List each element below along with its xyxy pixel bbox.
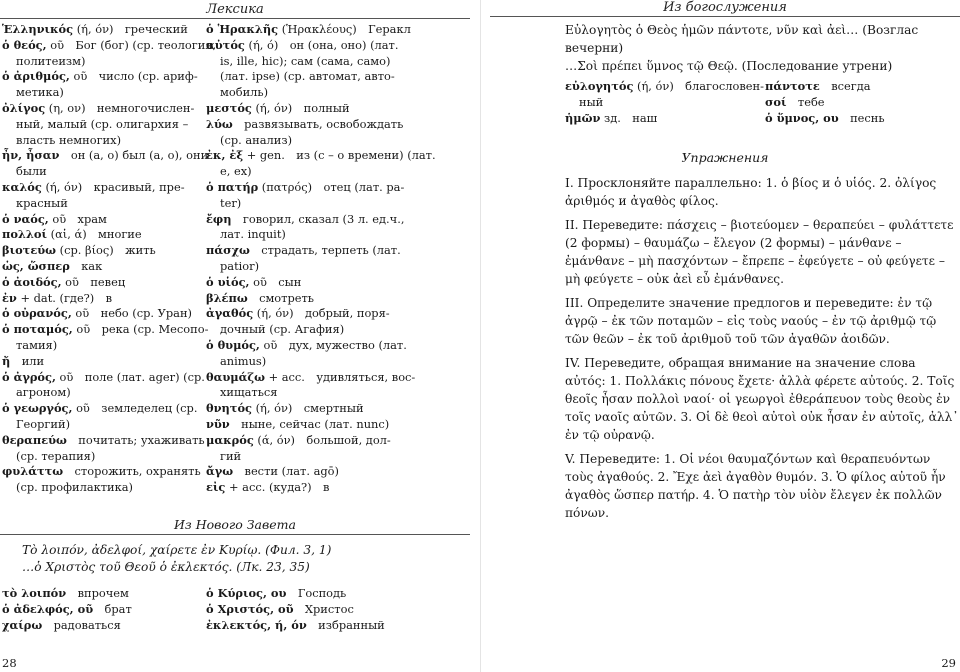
- entry-gloss: в: [311, 480, 330, 495]
- entry-grammar: + acc.: [264, 369, 305, 384]
- left-page: [0, 0, 470, 672]
- lexicon-entry: [206, 22, 470, 38]
- lexicon-entry: [765, 111, 960, 127]
- entry-gloss: или: [10, 353, 45, 368]
- entry-continuation: [206, 385, 470, 401]
- entry-gloss: из (с – о времени) (лат.: [284, 148, 436, 163]
- entry-continuation: [2, 196, 202, 212]
- entry-continuation: [206, 164, 470, 180]
- exercises-header: Упражнения: [681, 150, 769, 165]
- lexicon-entry: [2, 180, 202, 196]
- entry-headword: ἤ: [2, 353, 11, 368]
- entry-grammar: (ά, όν): [253, 432, 295, 447]
- entry-gloss: благословен-: [673, 79, 764, 93]
- page-number-left: 28: [2, 656, 17, 670]
- entry-grammar: (ή, ό): [244, 37, 279, 52]
- entry-headword: νῦν: [206, 416, 230, 431]
- entry-continuation-text: были: [16, 164, 47, 179]
- entry-continuation-text: агроном): [16, 385, 71, 400]
- entry-headword: πολλοί: [2, 227, 48, 242]
- lexicon-entry: [2, 322, 209, 338]
- entry-gloss: Христос: [293, 601, 354, 616]
- entry-headword: ἀγαθός: [206, 306, 254, 321]
- entry-headword: ὁ ναός,: [2, 211, 49, 226]
- entry-gloss: почитать; ухаживать: [66, 432, 205, 447]
- lexicon-entry: [2, 212, 202, 228]
- entry-grammar: + gen.: [243, 148, 285, 163]
- entry-continuation: [2, 449, 202, 465]
- entry-grammar: οῦ: [72, 401, 90, 416]
- entry-headword: ὁ Ἡρακλῆς: [206, 22, 279, 36]
- entry-continuation-text: ter): [220, 195, 242, 210]
- entry-grammar: (αἱ, ά): [47, 227, 87, 242]
- lexicon-entry: [206, 618, 470, 634]
- entry-continuation: [2, 385, 202, 401]
- entry-grammar: (ή, όν): [253, 306, 294, 321]
- entry-headword: εὐλογητός: [565, 79, 634, 93]
- entry-gloss: многие: [86, 227, 142, 242]
- lexicon-entry: [765, 95, 960, 111]
- entry-continuation-text: Георгий): [16, 416, 71, 431]
- entry-grammar: οῦ: [61, 274, 79, 289]
- lexicon-entry: [565, 79, 765, 95]
- entry-gloss: в: [94, 290, 113, 305]
- entry-gloss: земледелец (ср.: [89, 401, 198, 416]
- entry-gloss: говорил, сказал (3 л. ед.ч.,: [231, 211, 405, 226]
- entry-gloss: всегда: [819, 79, 871, 93]
- entry-continuation: [2, 85, 202, 101]
- entry-continuation: [206, 54, 470, 70]
- lexicon-entry: [2, 101, 202, 117]
- entry-headword: ἐκ, ἐξ: [206, 148, 244, 163]
- entry-gloss: сын: [266, 274, 302, 289]
- lexicon-header: Лексика: [206, 2, 264, 17]
- entry-grammar: зд.: [600, 110, 621, 125]
- entry-grammar: (η, ον): [45, 100, 86, 115]
- entry-gloss: небо (ср. Уран): [89, 306, 192, 321]
- lexicon-entry: [2, 432, 205, 449]
- lexicon-entry: [206, 464, 470, 480]
- lexicon-entry: [2, 602, 202, 618]
- entry-headword: χαίρω: [2, 617, 43, 632]
- exercise-item: IV. Переведите, обращая внимание на значение слова αὐτός: 1. Πολλάκις πόνους ἔχετε· ἀλλὰ φέρετε αὐτούς. 2. Τοῖς θεοῖς ἦσαν πολλοὶ ναοί· οἱ γεωργοὶ ἐθεράπευον τοὺς θεοὺς ἐν τοῖς ναοῖς αὐτῶν. 3. Οἱ δὲ θεοὶ αὐτοὶ οὐκ ἦσαν ἐν αὐτοῖς, ἀλλ᾽ ἐν τῷ οὐρανῷ.: [565, 356, 959, 442]
- entry-continuation-text: (ср. профилактика): [16, 480, 133, 495]
- entry-gloss: дух, мужество (лат.: [277, 337, 407, 352]
- lexicon-entry: [2, 37, 217, 54]
- lexicon-entry: [2, 227, 202, 243]
- entry-gloss: поле (лат. ager) (ср.: [73, 369, 205, 384]
- entry-continuation-text: (лат. ipse) (ср. автомат, авто-: [220, 69, 395, 84]
- entry-headword: βλέπω: [206, 290, 248, 305]
- entry-gloss: тебе: [786, 94, 825, 109]
- entry-continuation: [206, 322, 470, 338]
- lexicon-entry: [206, 586, 470, 602]
- entry-continuation: [2, 480, 202, 496]
- entry-continuation-text: мобиль): [220, 85, 269, 100]
- entry-continuation-text: ный: [579, 94, 604, 109]
- entry-headword: πάσχω: [206, 243, 250, 258]
- entry-grammar: + dat. (где?): [16, 290, 95, 305]
- entry-gloss: жить: [113, 243, 156, 258]
- nt-quote-1: Τὸ λοιπόν, ἀδελφοί, χαίρετε ἐν Κυρίῳ. (Фил. 3, 1): [22, 543, 332, 557]
- entry-gloss: он (а, о) был (а, о), они: [59, 148, 209, 163]
- entry-continuation-text: метика): [16, 85, 64, 100]
- lexicon-entry: [2, 369, 205, 386]
- nt-rule: [0, 534, 470, 535]
- entry-grammar: (ή, όν): [251, 100, 293, 115]
- entry-continuation-text: хищаться: [220, 385, 278, 400]
- lexicon-entry: [206, 306, 470, 322]
- entry-continuation-text: лат. inquit): [220, 227, 286, 242]
- entry-gloss: страдать, терпеть (лат.: [249, 243, 401, 258]
- entry-headword: τὸ λοιπόν: [2, 586, 67, 600]
- entry-grammar: οῦ: [55, 369, 74, 384]
- entry-grammar: (ή, όν): [41, 179, 83, 194]
- entry-gloss: смотреть: [247, 290, 314, 305]
- entry-headword: ὡς, ὥσπερ: [2, 258, 70, 273]
- liturgy-vocab-a: [565, 79, 765, 126]
- entry-headword: ἄγω: [206, 464, 234, 479]
- entry-gloss: Господь: [286, 586, 347, 600]
- page-number-right: 29: [941, 656, 956, 670]
- entry-continuation-text: (ср. терапия): [16, 448, 96, 463]
- entry-grammar: οῦ: [71, 306, 90, 321]
- entry-grammar: (ή, όν): [251, 401, 293, 416]
- entry-gloss: красивый, пре-: [82, 179, 185, 194]
- entry-continuation-text: is, ille, hic); сам (сама, само): [220, 53, 391, 68]
- right-page: [490, 0, 960, 672]
- entry-continuation: [206, 354, 470, 370]
- nt-vocab-a: [2, 586, 202, 633]
- entry-gloss: вести (лат. agō): [233, 464, 339, 479]
- entry-headword: ὁ ἀγρός,: [2, 369, 56, 384]
- liturgy-quote-1: Εὐλογητὸς ὁ Θεὸς ἡμῶν πάντοτε, νῦν καὶ ἀεὶ… (Возглас вечерни): [565, 23, 919, 55]
- entry-headword: εἰς: [206, 480, 226, 495]
- entry-headword: πάντοτε: [765, 79, 820, 93]
- entry-gloss: число (ср. ариф-: [87, 69, 198, 84]
- entry-grammar: (ή, όν): [633, 79, 674, 93]
- entry-headword: θεραπεύω: [2, 432, 67, 447]
- lexicon-entry: [2, 401, 202, 417]
- lexicon-entry: [206, 338, 470, 354]
- exercise-item: II. Переведите: πάσχεις – βιοτεύομεν – θεραπεύει – φυλάττετε (2 формы) – θαυμάζω – ἔλεγον (2 формы) – μάνθανε – ἐμάνθανε – μὴ πασχόντων – ἔπρεπε – ἐφεύγετε – οὐ φεύγετε – μὴ φεύγετε – οὐκ ἀεὶ εὖ ἐμάνθανες.: [565, 218, 954, 286]
- entry-headword: ὁ ἀριθμός,: [2, 69, 70, 84]
- entry-continuation: [206, 85, 470, 101]
- entry-gloss: немногочислен-: [85, 100, 195, 115]
- entry-headword: μεστός: [206, 100, 252, 115]
- lexicon-entry: [2, 275, 202, 291]
- entry-gloss: река (ср. Месопо-: [90, 322, 209, 337]
- exercises-list: [565, 174, 960, 528]
- exercise-item: I. Просклоняйте параллельно: 1. ὁ βίος и ὁ υἱός. 2. ὀλίγος ἀριθμός и ἀγαθὸς φίλος.: [565, 176, 937, 208]
- lexicon-entry: [2, 259, 202, 275]
- entry-continuation: [206, 449, 470, 465]
- entry-headword: ὁ υἱός,: [206, 274, 250, 289]
- lexicon-entry: [2, 586, 202, 602]
- entry-headword: ὁ θυμός,: [206, 337, 260, 352]
- entry-headword: ἐκλεκτός, ή, όν: [206, 617, 307, 632]
- lexicon-entry: [206, 401, 470, 417]
- entry-grammar: (ср. βίος): [56, 243, 114, 258]
- entry-continuation-text: гий: [220, 448, 242, 463]
- entry-continuation: [2, 117, 202, 133]
- lexicon-entry: [206, 602, 470, 618]
- entry-gloss: отец (лат. pa-: [312, 179, 405, 194]
- entry-gloss: певец: [78, 274, 126, 289]
- entry-gloss: песнь: [838, 110, 885, 125]
- lexicon-entry: [206, 433, 470, 449]
- entry-headword: ἔφη: [206, 211, 232, 226]
- entry-grammar: οῦ: [72, 322, 91, 337]
- entry-continuation-text: власть немногих): [16, 132, 122, 147]
- entry-gloss: впрочем: [66, 586, 129, 600]
- entry-headword: λύω: [206, 116, 233, 131]
- entry-continuation-text: ный, малый (ср. олигархия –: [16, 116, 189, 131]
- entry-continuation-text: animus): [220, 353, 267, 368]
- nt-quote-2: …ὁ Χριστὸς τοῦ Θεοῦ ὁ ἐκλεκτός. (Лк. 23, 35): [22, 560, 310, 574]
- lexicon-entry: [2, 22, 202, 38]
- entry-headword: σοί: [765, 94, 787, 109]
- entry-gloss: наш: [620, 110, 658, 125]
- entry-grammar: οῦ: [259, 337, 278, 352]
- entry-gloss: он (она, оно) (лат.: [278, 37, 399, 52]
- entry-headword: μακρός: [206, 432, 254, 447]
- entry-continuation: [2, 133, 202, 149]
- entry-gloss: большой, дол-: [294, 432, 391, 447]
- lexicon-column-b: [206, 22, 470, 496]
- lexicon-entry: [2, 148, 209, 164]
- lexicon-entry: [206, 370, 470, 386]
- entry-headword: ὁ οὐρανός,: [2, 306, 72, 321]
- lexicon-entry: [206, 38, 470, 54]
- entry-continuation: [206, 133, 470, 149]
- entry-headword: ὁ Χριστός, οῦ: [206, 601, 294, 616]
- nt-header: Из Нового Завета: [174, 517, 296, 532]
- entry-gloss: греческий: [113, 22, 188, 36]
- lexicon-entry: [2, 464, 202, 480]
- entry-headword: ὁ γεωργός,: [2, 401, 73, 416]
- entry-continuation: [206, 227, 470, 243]
- entry-gloss: избранный: [306, 617, 385, 632]
- entry-gloss: развязывать, освобождать: [232, 116, 404, 131]
- lexicon-entry: [206, 117, 470, 133]
- entry-gloss: полный: [292, 100, 350, 115]
- entry-headword: Ἑλληνικός: [2, 22, 74, 36]
- entry-headword: αὐτός: [206, 37, 245, 52]
- entry-continuation: [206, 69, 470, 85]
- entry-gloss: смертный: [292, 401, 364, 416]
- entry-headword: βιοτεύω: [2, 243, 57, 258]
- entry-gloss: храм: [66, 211, 107, 226]
- entry-gloss: Бог (бог) (ср. теология,: [64, 37, 217, 52]
- entry-continuation: [2, 164, 202, 180]
- entry-headword: ὁ πατήρ: [206, 179, 259, 194]
- exercise-item: V. Переведите: 1. Οἱ νέοι θαυμαζόντων καὶ θεραπευόντων τοὺς ἀγαθούς. 2. Ἔχε ἀεὶ ἀγαθὸν θυμόν. 3. Ὁ φίλος αὐτοῦ ἦν ἀγαθὸς ὥσπερ πατήρ. 4. Ὁ πατὴρ τὸν υἱὸν ἔλεγεν ἐκ πολλῶν πόνων.: [565, 452, 946, 520]
- entry-continuation-text: patior): [220, 258, 260, 273]
- entry-headword: θνητός: [206, 401, 252, 416]
- entry-gloss: добрый, поря-: [293, 306, 390, 321]
- lexicon-entry: [206, 212, 470, 228]
- entry-continuation: [2, 338, 202, 354]
- entry-continuation-text: дочный (ср. Агафия): [220, 322, 345, 337]
- lexicon-entry: [206, 480, 470, 496]
- entry-continuation: [565, 95, 765, 111]
- lexicon-entry: [2, 618, 202, 634]
- lexicon-entry: [565, 111, 765, 127]
- entry-headword: ὁ Κύριος, ου: [206, 586, 287, 600]
- entry-grammar: (Ἡρακλέους): [278, 22, 357, 36]
- liturgy-quote-2: …Σοὶ πρέπει ὕμνος τῷ Θεῷ. (Последование утрени): [565, 59, 893, 73]
- entry-headword: ὁ θεός,: [2, 37, 47, 52]
- entry-gloss: Геракл: [356, 22, 411, 36]
- lexicon-entry: [2, 291, 202, 307]
- entry-continuation: [2, 54, 202, 70]
- lexicon-entry: [206, 148, 470, 164]
- entry-gloss: как: [69, 258, 103, 273]
- nt-vocab-b: [206, 586, 470, 633]
- entry-grammar: (ή, όν): [73, 22, 114, 36]
- entry-grammar: οῦ: [48, 211, 67, 226]
- entry-continuation: [2, 417, 202, 433]
- entry-gloss: ныне, сейчас (лат. nunc): [229, 416, 390, 431]
- entry-headword: ἐν: [2, 290, 17, 305]
- entry-grammar: οῦ: [69, 69, 88, 84]
- lexicon-entry: [206, 417, 470, 433]
- lexicon-entry: [765, 79, 960, 95]
- entry-grammar: (πατρός): [258, 179, 313, 194]
- entry-headword: θαυμάζω: [206, 369, 265, 384]
- entry-continuation-text: красный: [16, 195, 68, 210]
- entry-gloss: брат: [93, 601, 132, 616]
- entry-headword: καλός: [2, 179, 42, 194]
- liturgy-header-rule: [490, 16, 960, 17]
- entry-continuation-text: (ср. анализ): [220, 132, 293, 147]
- lexicon-entry: [2, 306, 202, 322]
- lexicon-header-rule: [0, 18, 470, 19]
- exercise-item: III. Определите значение предлогов и переведите: ἐν τῷ ἀγρῷ – ἐκ τῶν ποταμῶν – εἰς τοὺς ναούς – ἐν τῷ ἀριθμῷ τῷ τῶν θεῶν – ἐκ τοῦ ἀριθμοῦ τοῦ τῶν ἀγαθῶν ἀοιδῶν.: [565, 296, 937, 346]
- entry-grammar: οῦ: [46, 37, 64, 52]
- lexicon-entry: [2, 69, 202, 85]
- entry-continuation-text: политеизм): [16, 53, 86, 68]
- liturgy-vocab-b: [765, 79, 960, 126]
- entry-gloss: сторожить, охранять: [63, 464, 201, 479]
- entry-headword: ὁ ὕμνος, ου: [765, 110, 839, 125]
- lexicon-entry: [2, 243, 202, 259]
- entry-headword: ὁ ποταμός,: [2, 322, 73, 337]
- entry-headword: ὁ ἀδελφός, οῦ: [2, 601, 94, 616]
- lexicon-entry: [206, 275, 470, 291]
- lexicon-entry: [206, 291, 470, 307]
- entry-continuation: [206, 196, 470, 212]
- entry-continuation-text: тамия): [16, 337, 58, 352]
- liturgy-header: Из богослужения: [663, 0, 787, 15]
- entry-gloss: радоваться: [42, 617, 121, 632]
- entry-headword: ἦν, ἦσαν: [2, 148, 60, 163]
- entry-grammar: + acc. (куда?): [225, 480, 312, 495]
- entry-gloss: удивляться, вос-: [304, 369, 416, 384]
- entry-headword: ὀλίγος: [2, 100, 46, 115]
- entry-continuation-text: e, ex): [220, 164, 252, 179]
- entry-grammar: οῦ: [249, 274, 267, 289]
- lexicon-entry: [206, 101, 470, 117]
- entry-continuation: [206, 259, 470, 275]
- lexicon-entry: [2, 354, 202, 370]
- entry-headword: ἡμῶν: [565, 110, 601, 125]
- entry-headword: φυλάττω: [2, 464, 64, 479]
- lexicon-entry: [206, 243, 470, 259]
- lexicon-entry: [206, 180, 470, 196]
- page-gutter: [480, 0, 481, 672]
- entry-headword: ὁ ἀοιδός,: [2, 274, 62, 289]
